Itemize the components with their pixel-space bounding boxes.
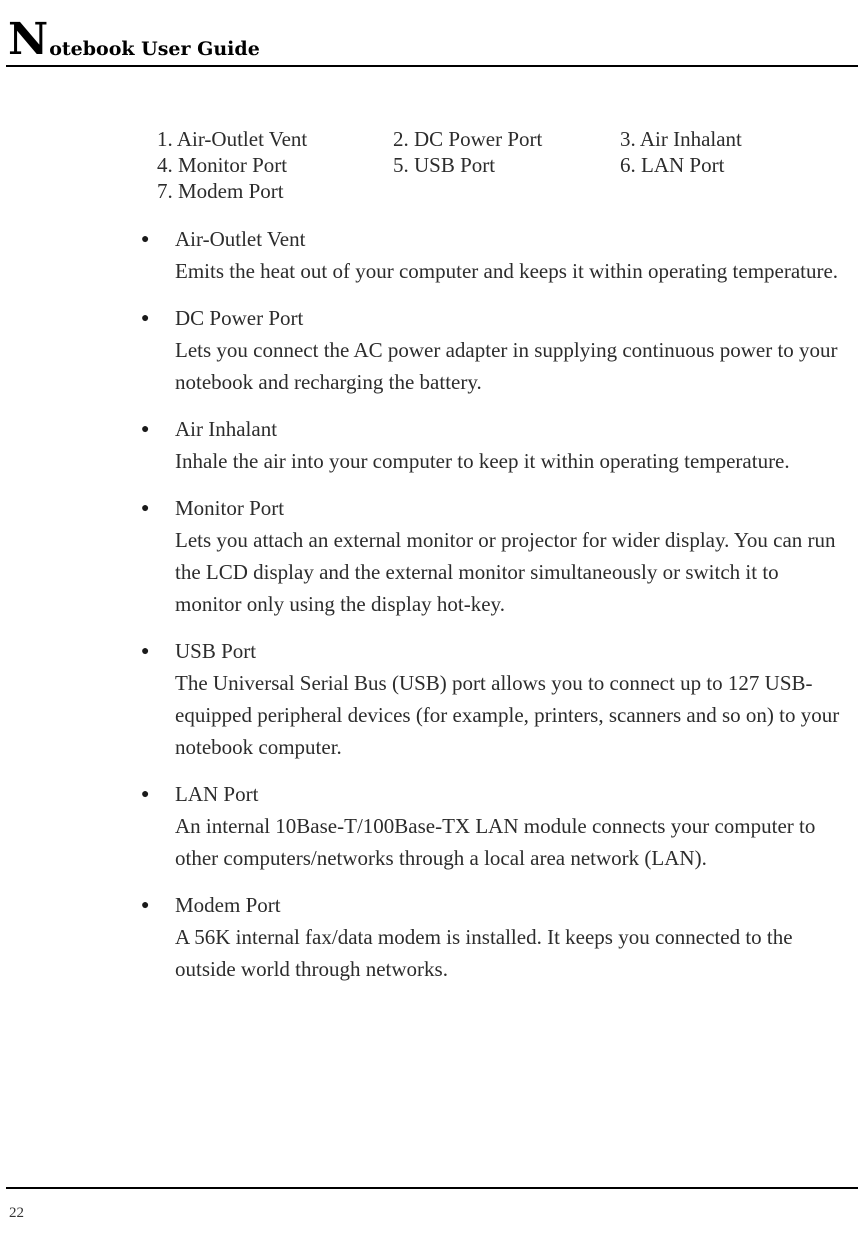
- list-item: [0, 779, 864, 874]
- page-number: 22: [9, 1205, 24, 1221]
- list-item: [0, 636, 864, 763]
- port-legend-item: 2. DC Power Port: [393, 127, 543, 151]
- list-item: [0, 303, 864, 398]
- bullet-icon: ●: [141, 232, 150, 247]
- bullet-icon: ●: [141, 644, 150, 659]
- list-item: [0, 890, 864, 985]
- bullet-icon: ●: [141, 501, 150, 516]
- description-text: Inhale the air into your computer to keep it within operating temperature.: [175, 449, 790, 473]
- description-text: A 56K internal fax/data modem is installed. It keeps you connected to the outside world through networks.: [175, 925, 793, 981]
- port-legend-item: 5. USB Port: [393, 153, 496, 177]
- port-legend-item: 6. LAN Port: [620, 153, 725, 177]
- port-legend-item: 3. Air Inhalant: [620, 127, 742, 151]
- description-text: The Universal Serial Bus (USB) port allows you to connect up to 127 USB-equipped peripheral devices (for example, printers, scanners and so on) to your notebook computer.: [175, 671, 840, 759]
- description-term: Monitor Port: [175, 496, 285, 520]
- description-term: DC Power Port: [175, 306, 304, 330]
- footer-divider: [6, 1187, 858, 1189]
- description-text: Emits the heat out of your computer and keeps it within operating temperature.: [175, 259, 839, 283]
- bullet-icon: ●: [141, 311, 150, 326]
- description-term: Air Inhalant: [175, 417, 278, 441]
- port-legend-item: 4. Monitor Port: [157, 153, 288, 177]
- header-title: otebook User Guide: [49, 38, 260, 60]
- bullet-icon: ●: [141, 898, 150, 913]
- description-term: Modem Port: [175, 893, 281, 917]
- header-initial-letter: N: [8, 14, 49, 65]
- description-term: Air-Outlet Vent: [175, 227, 306, 251]
- description-text: An internal 10Base-T/100Base-TX LAN module connects your computer to other computers/networks through a local area network (LAN).: [175, 814, 816, 870]
- list-item: [0, 414, 864, 477]
- bullet-icon: ●: [141, 422, 150, 437]
- description-term: LAN Port: [175, 782, 259, 806]
- description-text: Lets you attach an external monitor or projector for wider display. You can run the LCD display and the external monitor simultaneously or switch it to monitor only using the display hot-key.: [175, 528, 836, 616]
- description-text: Lets you connect the AC power adapter in supplying continuous power to your notebook and recharging the battery.: [175, 338, 838, 394]
- description-term: USB Port: [175, 639, 257, 663]
- port-legend: [157, 126, 797, 204]
- list-item: [0, 224, 864, 287]
- port-description-list: [0, 224, 864, 1001]
- port-legend-item: 7. Modem Port: [157, 179, 284, 203]
- port-legend-item: 1. Air-Outlet Vent: [157, 127, 308, 151]
- header-divider: [6, 65, 858, 67]
- page-header: [8, 6, 260, 65]
- bullet-icon: ●: [141, 787, 150, 802]
- list-item: [0, 493, 864, 620]
